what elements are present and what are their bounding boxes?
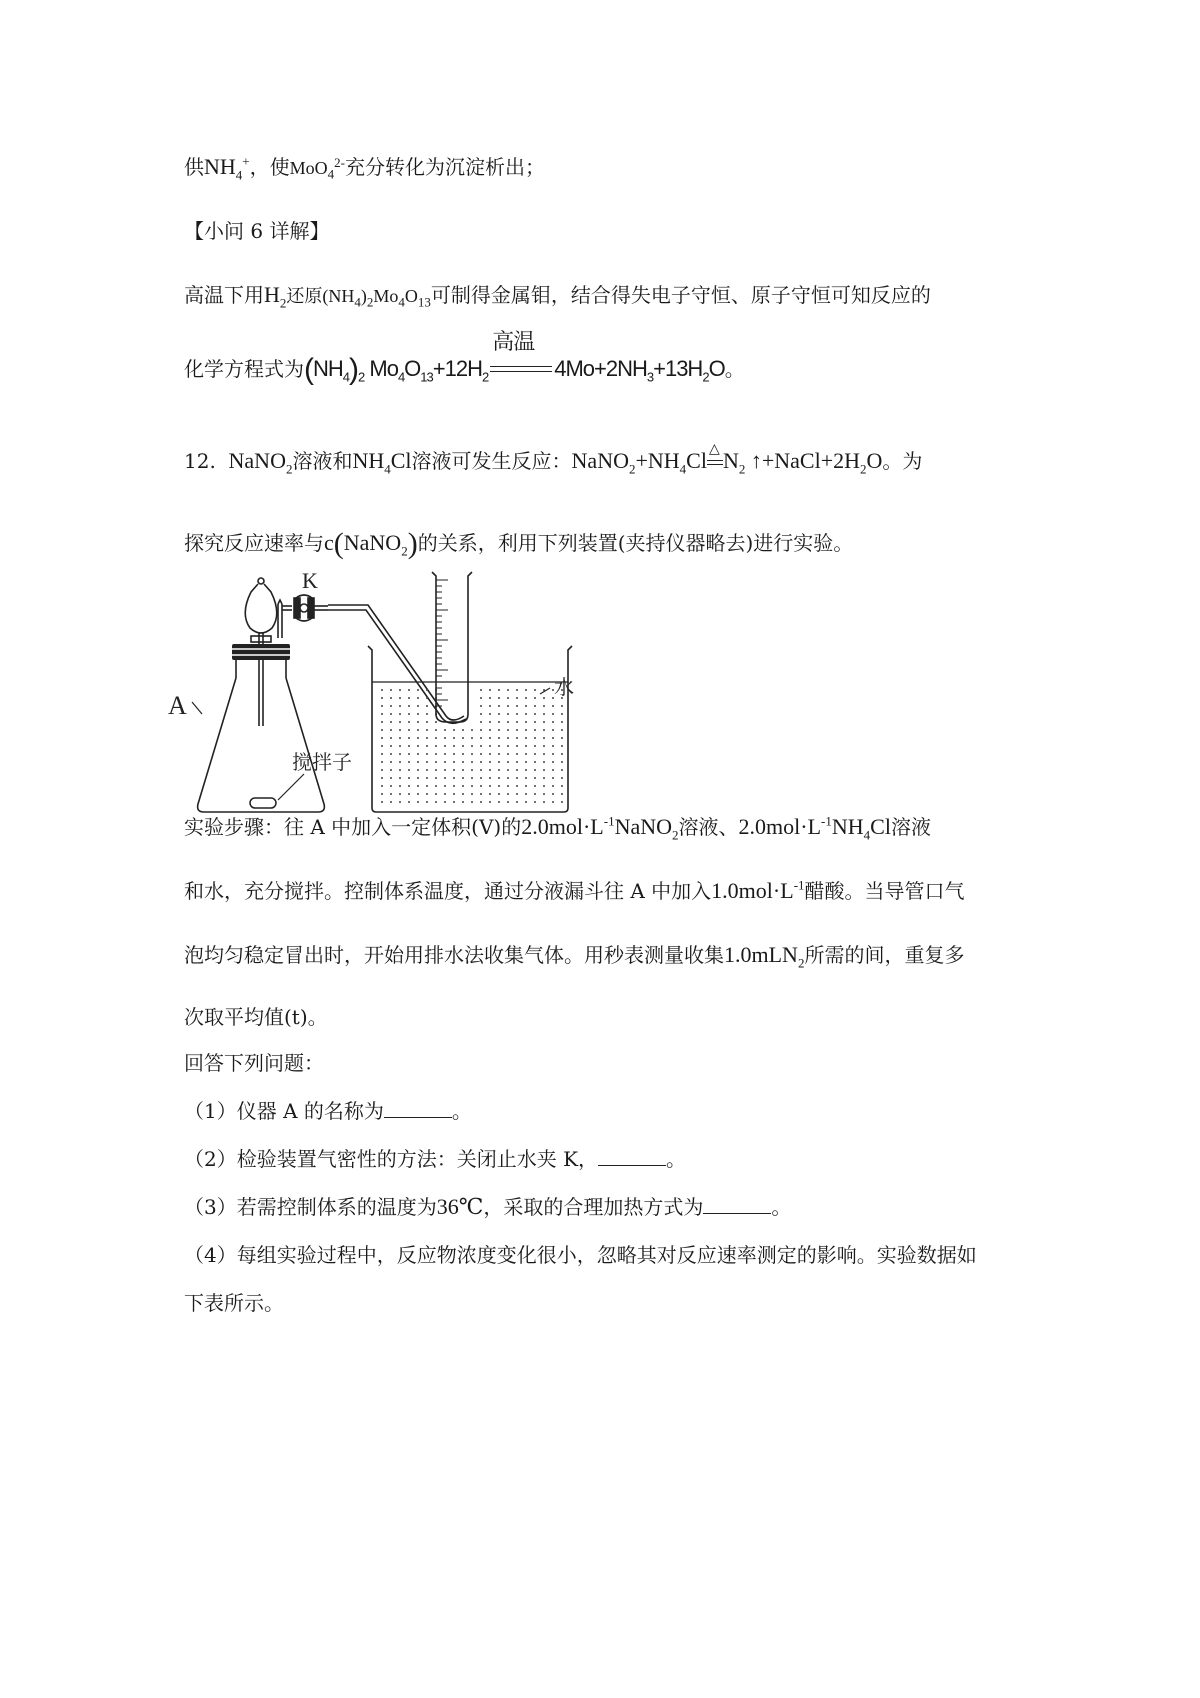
concentration-expression: c(NaNO$_2$) — [324, 527, 418, 560]
section-heading: 【小问 6 详解】 — [184, 219, 330, 243]
water-dots — [381, 689, 563, 803]
clamp-k — [294, 595, 328, 621]
label-water: 水 — [554, 675, 574, 699]
label-a: A — [168, 691, 187, 720]
steps-line-1: 实验步骤：往 A 中加入一定体积(V)的$2.0mol\cdot L^{-1}NaNO_2$溶液、$2.0mol\cdot L^{-1}NH_4Cl$溶液 — [184, 813, 931, 843]
question-number: 12. — [184, 449, 216, 473]
steps-line-3: 泡均匀稳定冒出时，开始用排水法收集气体。用秒表测量收集1.0mLN$_2$所需的间，重复多 — [184, 942, 965, 971]
subquestion-4-line-1: （4）每组实验过程中，反应物浓度变化很小，忽略其对反应速率测定的影响。实验数据如 — [184, 1243, 977, 1267]
label-k: K — [302, 568, 318, 593]
conical-flask-a — [198, 660, 325, 812]
answer-blank-1[interactable] — [384, 1097, 452, 1118]
stopper — [232, 644, 290, 660]
nh4-formula: $NH_4^+$ — [204, 153, 250, 183]
question-12-purpose: 探究反应速率与c(NaNO$_2$)的关系，利用下列装置(夹持仪器略去)进行实验。 — [184, 527, 854, 560]
apparatus-diagram — [168, 568, 630, 826]
steps-line-2: 和水，充分搅拌。控制体系温度，通过分液漏斗往 A 中加入$1.0mol\cdot L^{-1}$醋酸。当导管口气 — [184, 877, 965, 903]
temperature-value: 36℃ — [436, 1194, 484, 1219]
delivery-tube — [328, 605, 466, 723]
steps-line-4: 次取平均值(t)。 — [184, 1005, 328, 1029]
subquestion-4-line-2: 下表所示。 — [184, 1291, 284, 1315]
equation: $(NH_4)_2$ $Mo_4O_{13}+12H_2$ 高温 $4Mo+2NH_3+13H_2O$ — [304, 329, 725, 386]
ammonium-molybdate-formula: 还原$(NH_4)_2Mo_4O_{13}$ — [286, 286, 431, 310]
heating-condition: △ — [707, 451, 723, 475]
nano2-formula: NaNO$_2$ — [228, 448, 293, 477]
subquestion-1: （1）仪器 A 的名称为 。 — [184, 1099, 472, 1123]
side-tube — [278, 600, 292, 638]
moo4-formula: MoO$_4^{2-}$ — [289, 155, 345, 182]
beaker — [368, 646, 572, 812]
nh4cl-formula: $NH_4Cl$ — [352, 448, 412, 477]
subquestion-2: （2）检验装置气密性的方法：关闭止水夹 K， 。 — [184, 1147, 687, 1171]
answer-blank-3[interactable] — [703, 1193, 771, 1214]
reaction-condition-high-temp: 高温 — [490, 355, 552, 385]
subquestion-3: （3）若需控制体系的温度为36℃，采取的合理加热方式为 。 — [184, 1194, 792, 1219]
question-12-stem: 12. NaNO$_2$溶液和$NH_4Cl$溶液可发生反应：$NaNO_2+NH_4Cl$ △ $N_2$ $↑+NaCl+2H_2O$。为 — [184, 441, 923, 477]
reaction-equation: $NaNO_2+NH_4Cl$ △ $N_2$ $↑+NaCl+2H_2O$ — [571, 441, 883, 477]
answer-intro: 回答下列问题： — [184, 1051, 324, 1075]
h2-formula: $H_2$ — [264, 282, 287, 311]
stir-bar — [250, 798, 276, 808]
line-chemical-equation: 化学方程式为$(NH_4)_2$ $Mo_4O_{13}+12H_2$ 高温 $4Mo+2NH_3+13H_2O$。 — [184, 329, 745, 386]
label-stirrer: 搅拌子 — [292, 750, 352, 774]
line-h2-reduction: 高温下用$H_2$还原$(NH_4)_2Mo_4O_{13}$可制得金属钼，结合得失电子守恒、原子守恒可知反应的 — [184, 282, 931, 311]
answer-blank-2[interactable] — [598, 1145, 666, 1166]
line-nh4-precipitate: 供$NH_4^+$，使MoO$_4^{2-}$充分转化为沉淀析出； — [184, 153, 545, 183]
